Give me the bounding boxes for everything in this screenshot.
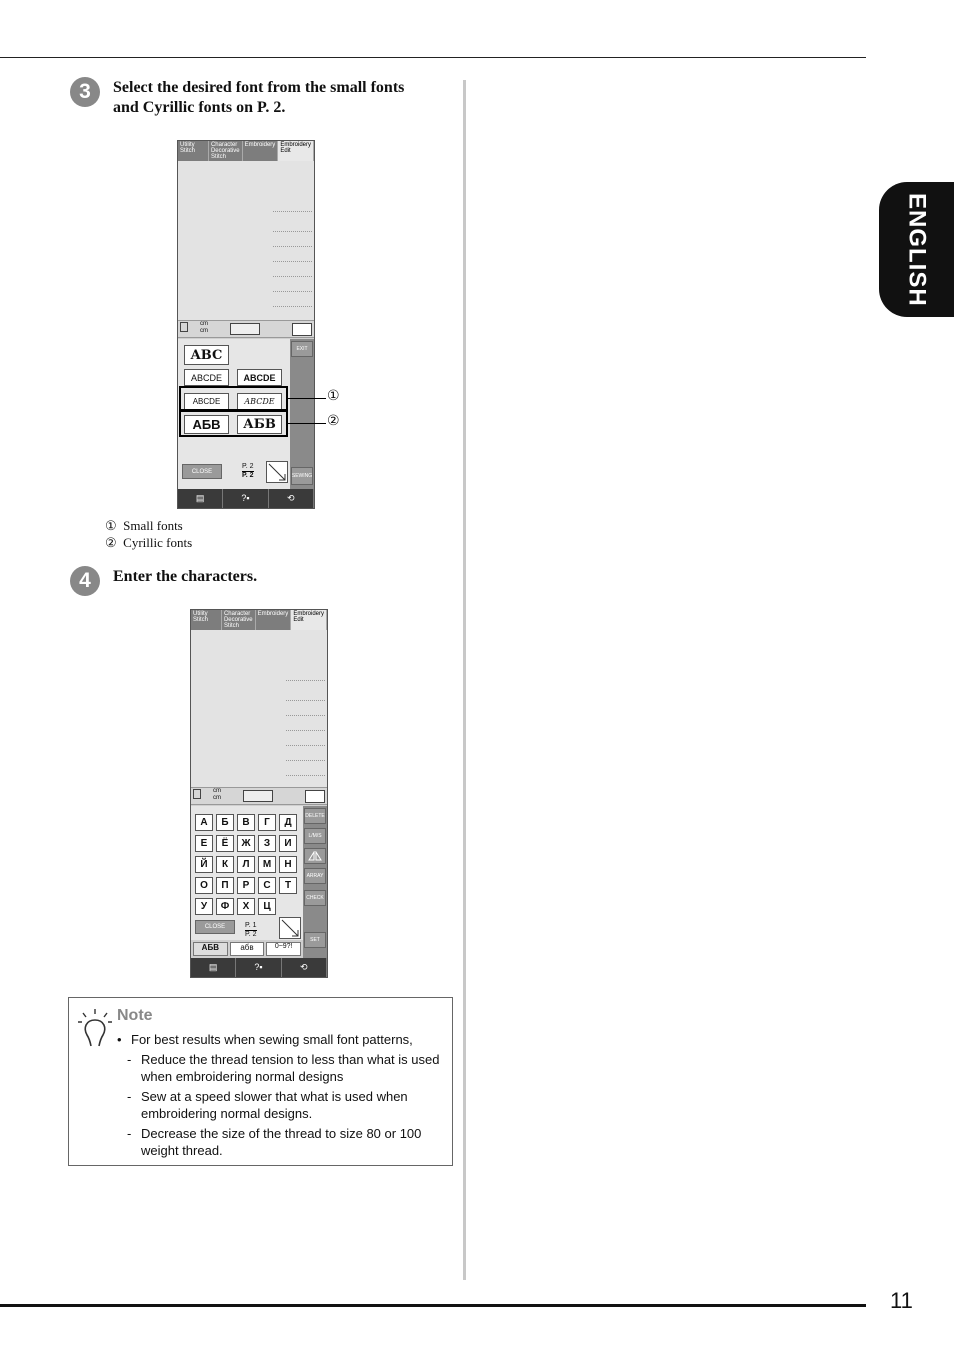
exit-button[interactable]: EXIT: [291, 341, 313, 357]
small-fonts-highlight: [179, 386, 288, 411]
note-item-3-text: Decrease the size of the thread to size 80 or 100 weight thread.: [141, 1126, 422, 1158]
pattern-side-panel-2: [284, 630, 327, 788]
bottom-bar-2: [191, 958, 327, 977]
step-3-text: [113, 78, 453, 118]
callout-line-2: [288, 423, 326, 424]
tab-utility-stitch-2[interactable]: Utility Stitch: [191, 610, 222, 630]
key[interactable]: С: [258, 877, 276, 894]
page-total: P. 2: [242, 472, 254, 479]
key[interactable]: Л: [237, 856, 255, 873]
help-icon[interactable]: ?▪: [223, 489, 268, 508]
pattern-side-panel: [271, 161, 314, 321]
callout-1: ①: [327, 388, 340, 404]
close-button[interactable]: CLOSE: [182, 464, 222, 479]
cyrillic-fonts-highlight: [179, 410, 288, 437]
tab-embroidery-edit[interactable]: Embroidery Edit: [278, 141, 314, 161]
delete-button[interactable]: DELETE: [304, 808, 326, 824]
step-4-badge: 4: [70, 566, 100, 596]
key[interactable]: Й: [195, 856, 213, 873]
tab-embroidery[interactable]: Embroidery: [243, 141, 279, 161]
tab-embroidery-edit-2[interactable]: Embroidery Edit: [291, 610, 327, 630]
key[interactable]: Ё: [216, 835, 234, 852]
font-1-button[interactable]: ABCDE: [184, 369, 229, 386]
tab-character-stitch-2[interactable]: Character Decorative Stitch: [222, 610, 256, 630]
note-item-2: - Sew at a speed slower that what is used when embroidering normal designs.: [117, 1088, 447, 1122]
check-button[interactable]: CHECK: [304, 890, 326, 906]
manual-icon[interactable]: ▤: [178, 489, 223, 508]
legend-label-1: Small fonts: [123, 518, 183, 533]
legend-num-2: ②: [105, 535, 117, 550]
callout-2: ②: [327, 413, 340, 429]
top-rule: [0, 57, 866, 58]
mode-cyrillic-lower[interactable]: абв: [230, 942, 265, 956]
thread-icon[interactable]: [292, 323, 312, 336]
size-unit-1: cm: [200, 321, 208, 327]
page-turn-button-2[interactable]: [279, 917, 301, 939]
font-select-screen: [177, 140, 315, 509]
page-current: P. 2: [242, 463, 254, 470]
cyrillic-font-2-button[interactable]: АБВ: [237, 415, 282, 434]
key[interactable]: Б: [216, 814, 234, 831]
lightbulb-icon: [77, 1008, 113, 1050]
mode-cyrillic-upper[interactable]: АБВ: [193, 942, 228, 956]
key[interactable]: М: [258, 856, 276, 873]
key[interactable]: Г: [258, 814, 276, 831]
size-lms-button[interactable]: L/M/S: [304, 828, 326, 844]
page-turn-icon-2: [280, 918, 300, 938]
sewing-button[interactable]: SEWING: [291, 467, 313, 485]
legend-label-2: Cyrillic fonts: [123, 535, 193, 550]
key[interactable]: И: [279, 835, 297, 852]
thread-icon-2[interactable]: [305, 790, 325, 803]
key[interactable]: Ж: [237, 835, 255, 852]
size-icon-2: [193, 789, 201, 799]
manual-icon-2[interactable]: ▤: [191, 958, 236, 977]
mirror-icon: [307, 851, 323, 861]
tab-embroidery-2[interactable]: Embroidery: [256, 610, 292, 630]
needle-icon-2[interactable]: ⟲: [282, 958, 327, 977]
key[interactable]: А: [195, 814, 213, 831]
note-box: [68, 997, 453, 1166]
array-button[interactable]: ARRAY: [304, 868, 326, 884]
legend-item-1: [105, 518, 192, 534]
pattern-canvas: [178, 161, 272, 321]
page-turn-button[interactable]: [266, 461, 288, 483]
note-item-1: - Reduce the thread tension to less than what is used when embroidering normal designs: [117, 1051, 447, 1085]
character-entry-screen: [190, 609, 328, 978]
key[interactable]: Н: [279, 856, 297, 873]
needle-icon[interactable]: ⟲: [269, 489, 314, 508]
mirror-button[interactable]: [304, 848, 326, 864]
right-button-column: [290, 339, 314, 489]
screen-tabs-2: [191, 610, 327, 630]
note-title: Note: [117, 1007, 153, 1024]
step-3-line-1: Select the desired font from the small fonts: [113, 79, 405, 96]
legend-item-2: [105, 535, 192, 551]
font-gothic-button[interactable]: ABC: [184, 345, 229, 365]
bottom-bar: [178, 489, 314, 508]
set-button[interactable]: SET: [304, 932, 326, 948]
pattern-canvas-2: [191, 630, 285, 788]
note-bullet-text: For best results when sewing small font patterns,: [131, 1032, 413, 1047]
page-total-2: P. 2: [245, 931, 257, 938]
language-tab: [879, 182, 954, 317]
legend: [105, 518, 192, 551]
key[interactable]: В: [237, 814, 255, 831]
key[interactable]: К: [216, 856, 234, 873]
screen-tabs: [178, 141, 314, 161]
size-icon: [180, 322, 188, 332]
small-font-2-button[interactable]: ABCDE: [237, 393, 282, 410]
bottom-rule: [0, 1304, 866, 1307]
page-current-2: P. 1: [245, 922, 257, 929]
page-indicator-2: [245, 922, 257, 939]
language-tab-label: ENGLISH: [903, 192, 931, 307]
note-item-1-text: Reduce the thread tension to less than what is used when embroidering normal designs: [141, 1052, 440, 1084]
close-button-2[interactable]: CLOSE: [195, 920, 235, 934]
key[interactable]: Х: [237, 898, 255, 915]
page-number: 11: [890, 1288, 913, 1313]
mode-numbers[interactable]: 0~9?!: [266, 942, 301, 956]
column-divider: [463, 80, 466, 1280]
page-indicator: [242, 463, 254, 480]
key[interactable]: О: [195, 877, 213, 894]
key[interactable]: Т: [279, 877, 297, 894]
key[interactable]: Д: [279, 814, 297, 831]
step-3-line-2: and Cyrillic fonts on P. 2.: [113, 99, 286, 116]
page-turn-icon: [267, 462, 287, 482]
tab-utility-stitch[interactable]: Utility Stitch: [178, 141, 209, 161]
note-bullet: • For best results when sewing small font patterns,: [117, 1032, 413, 1047]
hoop-icon-2: [243, 790, 273, 802]
legend-num-1: ①: [105, 518, 117, 533]
right-button-column-2: [303, 806, 327, 960]
font-2-button[interactable]: ABCDE: [237, 369, 282, 386]
note-item-3: - Decrease the size of the thread to size 80 or 100 weight thread.: [117, 1125, 447, 1159]
step-3-badge: 3: [70, 77, 100, 107]
tab-character-stitch[interactable]: Character Decorative Stitch: [209, 141, 243, 161]
cyrillic-font-1-button[interactable]: АБВ: [184, 415, 229, 434]
key[interactable]: У: [195, 898, 213, 915]
key[interactable]: З: [258, 835, 276, 852]
callout-line-1: [288, 398, 326, 399]
note-body: [117, 1031, 447, 1162]
size-unit-2a: cm: [213, 788, 221, 794]
hoop-icon: [230, 323, 260, 335]
size-status-bar-2: [191, 787, 327, 805]
note-item-2-text: Sew at a speed slower that what is used when embroidering normal designs.: [141, 1089, 408, 1121]
key[interactable]: Е: [195, 835, 213, 852]
character-mode-tabs: [193, 942, 301, 956]
help-icon-2[interactable]: ?▪: [236, 958, 281, 977]
key[interactable]: Ф: [216, 898, 234, 915]
size-unit-2: cm: [200, 328, 208, 334]
small-font-1-button[interactable]: ABCDE: [184, 393, 229, 410]
key[interactable]: П: [216, 877, 234, 894]
size-unit-2b: cm: [213, 795, 221, 801]
step-4-text: Enter the characters.: [113, 568, 258, 585]
key[interactable]: Ц: [258, 898, 276, 915]
key[interactable]: Р: [237, 877, 255, 894]
size-status-bar: [178, 320, 314, 338]
